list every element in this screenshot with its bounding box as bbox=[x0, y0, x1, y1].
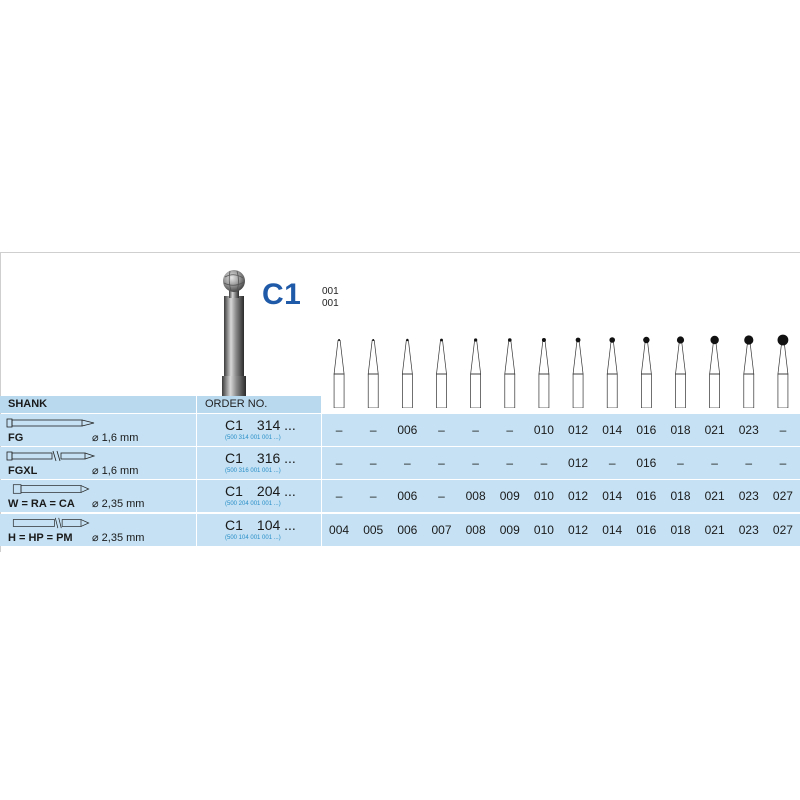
size-value: 016 bbox=[636, 456, 657, 470]
bur-size-018 bbox=[676, 336, 686, 408]
shank-cell bbox=[0, 414, 196, 446]
order-number: 316 ... bbox=[256, 450, 296, 466]
order-cell bbox=[197, 447, 321, 479]
size-value: – bbox=[369, 489, 377, 503]
size-value: 010 bbox=[533, 489, 554, 503]
table-row bbox=[0, 447, 800, 479]
product-ref-2: 001 bbox=[322, 298, 339, 309]
size-value: 012 bbox=[568, 423, 589, 437]
order-sub: (500 204 001 001 ...) bbox=[225, 501, 281, 507]
size-value: 014 bbox=[602, 489, 623, 503]
shank-header: SHANK bbox=[0, 396, 196, 413]
size-value: – bbox=[540, 456, 548, 470]
size-value: 027 bbox=[772, 489, 793, 503]
shank-name: FGXL bbox=[8, 465, 38, 477]
bur-size-005 bbox=[368, 339, 378, 408]
size-value: – bbox=[506, 456, 514, 470]
size-value: – bbox=[369, 423, 377, 437]
size-value: – bbox=[472, 423, 479, 437]
sizes-cell bbox=[322, 447, 800, 479]
order-no-header: ORDER NO. bbox=[197, 396, 321, 413]
order-number: 204 ... bbox=[256, 483, 296, 499]
size-value: 018 bbox=[670, 489, 691, 503]
shank-diameter: ⌀ 2,35 mm bbox=[92, 498, 145, 510]
order-cell bbox=[197, 480, 321, 512]
size-value: 023 bbox=[738, 489, 759, 503]
round-bur-image bbox=[215, 268, 253, 400]
size-value: 010 bbox=[533, 523, 554, 537]
size-value: 016 bbox=[636, 523, 657, 537]
size-value: 008 bbox=[465, 489, 486, 503]
size-value: – bbox=[711, 456, 718, 470]
size-value: 014 bbox=[602, 423, 623, 437]
size-value: – bbox=[608, 456, 616, 470]
fg-shank-icon bbox=[6, 417, 96, 429]
size-value: 012 bbox=[568, 523, 589, 537]
bur-size-014 bbox=[607, 337, 617, 408]
product-code: C1 bbox=[262, 278, 302, 311]
sizes-cell bbox=[322, 514, 800, 546]
table-row bbox=[0, 414, 800, 446]
size-value: 016 bbox=[636, 423, 657, 437]
size-value: – bbox=[369, 456, 377, 470]
bur-size-009 bbox=[505, 338, 515, 408]
size-value: – bbox=[745, 456, 753, 470]
size-value: – bbox=[404, 456, 411, 470]
size-value: 009 bbox=[499, 523, 520, 537]
sizes-cell bbox=[322, 480, 800, 512]
table-row bbox=[0, 480, 800, 512]
bur-size-023 bbox=[744, 335, 754, 408]
shank-name: H = HP = PM bbox=[8, 532, 73, 544]
size-value: 016 bbox=[636, 489, 657, 503]
shank-diameter: ⌀ 2,35 mm bbox=[92, 532, 145, 544]
size-value: 021 bbox=[704, 523, 725, 537]
bur-size-illustrations bbox=[322, 328, 800, 408]
order-number: 314 ... bbox=[256, 417, 296, 433]
size-value: 006 bbox=[397, 489, 418, 503]
size-value: – bbox=[779, 423, 787, 437]
fgxl-shank-icon bbox=[6, 450, 96, 462]
bur-size-004 bbox=[334, 339, 344, 408]
order-sub: (500 104 001 001 ...) bbox=[225, 535, 281, 541]
size-value: 021 bbox=[704, 423, 725, 437]
size-value: 014 bbox=[602, 523, 623, 537]
sizes-cell bbox=[322, 414, 800, 446]
size-value: – bbox=[506, 423, 514, 437]
size-value: – bbox=[438, 489, 445, 503]
size-value: – bbox=[779, 456, 787, 470]
shank-cell bbox=[0, 447, 196, 479]
size-value: – bbox=[472, 456, 479, 470]
bur-size-016 bbox=[641, 337, 651, 408]
product-ref-1: 001 bbox=[322, 286, 339, 297]
order-cell bbox=[197, 414, 321, 446]
size-value: 018 bbox=[670, 523, 691, 537]
size-value: 012 bbox=[568, 489, 589, 503]
bur-size-008 bbox=[471, 338, 481, 408]
bur-size-027 bbox=[778, 335, 789, 408]
order-prefix: C1 bbox=[225, 483, 243, 499]
size-value: – bbox=[438, 423, 445, 437]
size-value: 007 bbox=[431, 523, 452, 537]
size-value: 005 bbox=[363, 523, 384, 537]
size-value: – bbox=[335, 489, 343, 503]
size-value: 010 bbox=[533, 423, 554, 437]
size-value: 023 bbox=[738, 523, 759, 537]
order-prefix: C1 bbox=[225, 417, 243, 433]
order-cell bbox=[197, 514, 321, 546]
bur-size-010 bbox=[539, 338, 549, 408]
bur-size-007 bbox=[437, 339, 447, 408]
shank-diameter: ⌀ 1,6 mm bbox=[92, 465, 139, 477]
ra-shank-icon bbox=[6, 483, 96, 495]
bur-size-021 bbox=[710, 336, 720, 408]
size-value: 004 bbox=[329, 523, 350, 537]
shank-diameter: ⌀ 1,6 mm bbox=[92, 432, 139, 444]
size-value: 021 bbox=[704, 489, 725, 503]
shank-cell bbox=[0, 514, 196, 546]
size-value: 006 bbox=[397, 423, 418, 437]
size-value: 009 bbox=[499, 489, 520, 503]
order-prefix: C1 bbox=[225, 517, 243, 533]
bur-size-006 bbox=[402, 339, 412, 408]
size-value: – bbox=[438, 456, 445, 470]
size-value: 018 bbox=[670, 423, 691, 437]
shank-cell bbox=[0, 480, 196, 512]
order-sub: (500 316 001 001 ...) bbox=[225, 468, 281, 474]
top-divider bbox=[0, 252, 800, 253]
shank-name: W = RA = CA bbox=[8, 498, 75, 510]
table-row bbox=[0, 514, 800, 546]
size-value: – bbox=[335, 456, 343, 470]
size-value: 008 bbox=[465, 523, 486, 537]
shank-name: FG bbox=[8, 432, 24, 444]
bur-size-012 bbox=[573, 338, 583, 408]
size-value: 006 bbox=[397, 523, 418, 537]
hp-shank-icon bbox=[6, 517, 96, 529]
size-value: 023 bbox=[738, 423, 759, 437]
order-sub: (500 314 001 001 ...) bbox=[225, 435, 281, 441]
size-value: – bbox=[335, 423, 343, 437]
order-prefix: C1 bbox=[225, 450, 243, 466]
order-number: 104 ... bbox=[256, 517, 296, 533]
size-value: 027 bbox=[772, 523, 793, 537]
size-value: 012 bbox=[568, 456, 589, 470]
size-value: – bbox=[677, 456, 684, 470]
